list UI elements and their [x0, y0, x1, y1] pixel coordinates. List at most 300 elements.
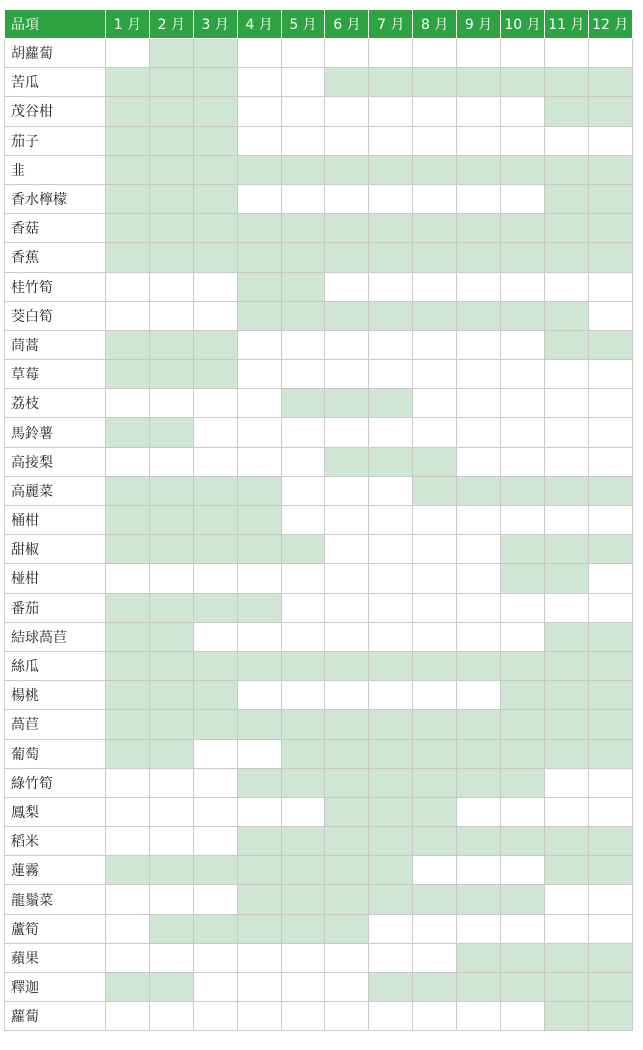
table-row	[5, 651, 633, 680]
season-cell-off	[369, 681, 413, 710]
season-cell-on	[325, 447, 369, 476]
season-cell-off	[149, 389, 193, 418]
season-cell-on	[149, 681, 193, 710]
season-cell-on	[588, 243, 632, 272]
season-cell-off	[325, 272, 369, 301]
season-cell-off	[325, 184, 369, 213]
season-cell-off	[413, 506, 457, 535]
season-cell-off	[149, 564, 193, 593]
table-row	[5, 564, 633, 593]
season-cell-on	[457, 739, 501, 768]
season-cell-off	[544, 418, 588, 447]
season-cell-on	[149, 68, 193, 97]
season-cell-off	[106, 768, 150, 797]
season-cell-off	[413, 97, 457, 126]
season-cell-off	[325, 1002, 369, 1031]
season-cell-on	[588, 535, 632, 564]
season-cell-off	[544, 360, 588, 389]
season-cell-on	[413, 885, 457, 914]
season-cell-on	[413, 651, 457, 680]
season-cell-on	[501, 535, 545, 564]
month-header: 6 月	[325, 10, 369, 39]
season-cell-on	[193, 126, 237, 155]
month-header: 5 月	[281, 10, 325, 39]
season-cell-off	[193, 418, 237, 447]
season-cell-on	[588, 155, 632, 184]
season-cell-on	[106, 418, 150, 447]
season-cell-on	[106, 622, 150, 651]
season-cell-off	[413, 272, 457, 301]
season-cell-on	[501, 885, 545, 914]
season-cell-off	[237, 447, 281, 476]
season-cell-off	[588, 272, 632, 301]
season-cell-on	[544, 214, 588, 243]
month-header: 4 月	[237, 10, 281, 39]
season-cell-off	[106, 943, 150, 972]
item-name-cell: 苦瓜	[5, 68, 106, 97]
table-row	[5, 126, 633, 155]
season-cell-off	[501, 389, 545, 418]
season-cell-on	[237, 155, 281, 184]
season-cell-on	[544, 535, 588, 564]
season-cell-on	[325, 768, 369, 797]
season-cell-on	[149, 622, 193, 651]
season-cell-off	[588, 360, 632, 389]
season-cell-off	[544, 768, 588, 797]
season-cell-off	[193, 943, 237, 972]
season-cell-on	[501, 68, 545, 97]
season-cell-off	[369, 914, 413, 943]
season-cell-off	[588, 418, 632, 447]
season-cell-off	[369, 593, 413, 622]
season-cell-on	[106, 68, 150, 97]
season-cell-on	[369, 68, 413, 97]
season-cell-off	[544, 797, 588, 826]
season-cell-on	[457, 827, 501, 856]
season-cell-on	[149, 184, 193, 213]
season-cell-off	[193, 768, 237, 797]
season-cell-on	[281, 914, 325, 943]
season-cell-on	[281, 885, 325, 914]
season-cell-on	[149, 155, 193, 184]
season-cell-on	[193, 710, 237, 739]
season-cell-off	[369, 418, 413, 447]
season-cell-on	[193, 914, 237, 943]
season-cell-on	[281, 243, 325, 272]
month-header: 7 月	[369, 10, 413, 39]
season-cell-on	[106, 973, 150, 1002]
season-cell-off	[281, 126, 325, 155]
season-cell-off	[588, 506, 632, 535]
season-cell-off	[457, 506, 501, 535]
season-cell-off	[457, 97, 501, 126]
season-cell-off	[369, 622, 413, 651]
season-cell-off	[106, 389, 150, 418]
item-name-cell: 高麗菜	[5, 476, 106, 505]
season-cell-on	[413, 155, 457, 184]
month-header: 11 月	[544, 10, 588, 39]
season-cell-off	[544, 126, 588, 155]
season-cell-on	[149, 97, 193, 126]
season-cell-off	[106, 1002, 150, 1031]
season-cell-off	[457, 535, 501, 564]
season-cell-off	[237, 1002, 281, 1031]
season-cell-off	[544, 39, 588, 68]
table-row	[5, 243, 633, 272]
season-cell-off	[237, 973, 281, 1002]
season-cell-on	[369, 797, 413, 826]
season-cell-off	[325, 564, 369, 593]
season-cell-on	[457, 68, 501, 97]
season-cell-on	[457, 973, 501, 1002]
season-cell-off	[369, 506, 413, 535]
season-cell-on	[237, 214, 281, 243]
item-name-cell: 蓮霧	[5, 856, 106, 885]
table-row	[5, 1002, 633, 1031]
season-cell-on	[106, 856, 150, 885]
season-cell-off	[281, 39, 325, 68]
item-name-cell: 草莓	[5, 360, 106, 389]
season-cell-off	[281, 97, 325, 126]
season-cell-off	[413, 914, 457, 943]
season-cell-off	[369, 1002, 413, 1031]
season-cell-off	[193, 797, 237, 826]
season-cell-on	[501, 214, 545, 243]
season-cell-on	[281, 155, 325, 184]
season-cell-on	[369, 214, 413, 243]
table-row	[5, 768, 633, 797]
season-cell-on	[544, 681, 588, 710]
season-cell-on	[106, 126, 150, 155]
season-cell-off	[149, 301, 193, 330]
season-cell-off	[413, 389, 457, 418]
season-cell-off	[281, 476, 325, 505]
season-cell-off	[588, 885, 632, 914]
season-cell-off	[149, 272, 193, 301]
season-cell-on	[501, 768, 545, 797]
season-cell-off	[588, 389, 632, 418]
season-cell-off	[281, 564, 325, 593]
season-cell-on	[544, 184, 588, 213]
season-cell-on	[457, 214, 501, 243]
season-cell-on	[325, 710, 369, 739]
month-header: 1 月	[106, 10, 150, 39]
season-cell-off	[457, 330, 501, 359]
season-cell-off	[588, 797, 632, 826]
season-cell-off	[237, 389, 281, 418]
season-cell-off	[106, 39, 150, 68]
season-cell-on	[149, 214, 193, 243]
item-name-cell: 馬鈴薯	[5, 418, 106, 447]
season-cell-off	[369, 97, 413, 126]
season-cell-on	[281, 272, 325, 301]
season-cell-on	[457, 243, 501, 272]
season-cell-on	[588, 214, 632, 243]
season-cell-on	[325, 739, 369, 768]
season-cell-off	[413, 360, 457, 389]
season-cell-on	[544, 973, 588, 1002]
item-name-cell: 高接梨	[5, 447, 106, 476]
season-cell-off	[149, 797, 193, 826]
month-header: 8 月	[413, 10, 457, 39]
season-cell-off	[544, 506, 588, 535]
season-cell-on	[501, 651, 545, 680]
season-cell-on	[457, 476, 501, 505]
season-cell-on	[281, 389, 325, 418]
season-cell-off	[106, 885, 150, 914]
season-cell-on	[501, 739, 545, 768]
table-row	[5, 155, 633, 184]
table-row	[5, 739, 633, 768]
season-cell-on	[369, 447, 413, 476]
season-cell-on	[544, 564, 588, 593]
season-cell-off	[457, 564, 501, 593]
season-cell-off	[544, 447, 588, 476]
season-cell-on	[193, 593, 237, 622]
season-cell-off	[325, 418, 369, 447]
item-name-cell: 釋迦	[5, 973, 106, 1002]
season-cell-on	[149, 651, 193, 680]
season-cell-on	[544, 827, 588, 856]
season-cell-off	[325, 973, 369, 1002]
season-cell-on	[193, 856, 237, 885]
season-cell-on	[149, 476, 193, 505]
season-cell-off	[457, 272, 501, 301]
season-cell-on	[369, 301, 413, 330]
season-cell-on	[325, 885, 369, 914]
season-cell-off	[325, 622, 369, 651]
season-cell-on	[193, 681, 237, 710]
table-row	[5, 506, 633, 535]
season-cell-off	[149, 885, 193, 914]
season-cell-on	[193, 184, 237, 213]
season-cell-off	[281, 593, 325, 622]
season-cell-on	[193, 39, 237, 68]
season-cell-off	[457, 184, 501, 213]
season-cell-off	[369, 943, 413, 972]
table-row	[5, 973, 633, 1002]
table-row	[5, 272, 633, 301]
season-cell-off	[501, 39, 545, 68]
item-name-cell: 茼蒿	[5, 330, 106, 359]
season-cell-off	[325, 506, 369, 535]
item-name-cell: 蘋果	[5, 943, 106, 972]
season-cell-on	[237, 506, 281, 535]
season-cell-off	[325, 126, 369, 155]
season-cell-off	[457, 797, 501, 826]
season-cell-off	[193, 739, 237, 768]
season-cell-off	[501, 184, 545, 213]
season-cell-on	[281, 214, 325, 243]
item-name-cell: 椪柑	[5, 564, 106, 593]
season-cell-on	[413, 739, 457, 768]
season-cell-on	[369, 651, 413, 680]
season-cell-on	[588, 330, 632, 359]
season-cell-off	[237, 943, 281, 972]
season-cell-on	[325, 797, 369, 826]
season-cell-on	[544, 856, 588, 885]
season-cell-on	[237, 651, 281, 680]
season-cell-on	[325, 914, 369, 943]
season-cell-on	[149, 710, 193, 739]
season-cell-on	[325, 68, 369, 97]
season-cell-off	[457, 39, 501, 68]
season-cell-on	[588, 1002, 632, 1031]
table-row	[5, 418, 633, 447]
item-name-cell: 蘆筍	[5, 914, 106, 943]
season-cell-on	[501, 943, 545, 972]
season-cell-off	[281, 506, 325, 535]
season-cell-off	[588, 126, 632, 155]
season-cell-on	[149, 739, 193, 768]
item-name-cell: 胡蘿蔔	[5, 39, 106, 68]
season-cell-off	[237, 681, 281, 710]
season-cell-on	[369, 710, 413, 739]
table-row	[5, 476, 633, 505]
season-cell-on	[281, 739, 325, 768]
season-cell-on	[237, 914, 281, 943]
season-cell-on	[588, 973, 632, 1002]
season-cell-off	[369, 476, 413, 505]
season-cell-on	[237, 476, 281, 505]
table-row	[5, 943, 633, 972]
item-name-cell: 茂谷柑	[5, 97, 106, 126]
season-cell-off	[237, 797, 281, 826]
table-row	[5, 68, 633, 97]
season-cell-off	[281, 447, 325, 476]
season-cell-on	[106, 155, 150, 184]
season-cell-off	[501, 447, 545, 476]
season-cell-on	[281, 856, 325, 885]
season-cell-on	[237, 272, 281, 301]
season-cell-off	[501, 418, 545, 447]
item-name-cell: 稻米	[5, 827, 106, 856]
item-name-cell: 鳳梨	[5, 797, 106, 826]
season-cell-on	[149, 418, 193, 447]
season-cell-on	[149, 360, 193, 389]
season-cell-on	[413, 68, 457, 97]
month-header: 12 月	[588, 10, 632, 39]
season-cell-on	[544, 943, 588, 972]
season-cell-off	[457, 914, 501, 943]
season-cell-on	[237, 301, 281, 330]
season-cell-on	[413, 301, 457, 330]
season-cell-off	[281, 622, 325, 651]
season-cell-off	[193, 272, 237, 301]
season-cell-on	[281, 827, 325, 856]
season-cell-off	[325, 97, 369, 126]
season-cell-off	[413, 856, 457, 885]
item-name-cell: 蘿蔔	[5, 1002, 106, 1031]
season-cell-on	[457, 651, 501, 680]
season-cell-on	[369, 856, 413, 885]
table-row	[5, 622, 633, 651]
season-cell-on	[588, 681, 632, 710]
season-cell-off	[588, 447, 632, 476]
season-cell-on	[149, 973, 193, 1002]
season-cell-on	[588, 97, 632, 126]
season-cell-on	[544, 1002, 588, 1031]
season-cell-off	[369, 535, 413, 564]
season-cell-off	[413, 126, 457, 155]
table-row	[5, 593, 633, 622]
table-row	[5, 535, 633, 564]
season-cell-on	[237, 827, 281, 856]
season-cell-off	[413, 39, 457, 68]
season-cell-on	[544, 651, 588, 680]
season-cell-on	[193, 651, 237, 680]
table-row	[5, 914, 633, 943]
item-name-cell: 結球萵苣	[5, 622, 106, 651]
season-cell-on	[544, 330, 588, 359]
season-cell-off	[501, 97, 545, 126]
season-cell-on	[106, 184, 150, 213]
season-cell-off	[106, 827, 150, 856]
season-cell-off	[149, 447, 193, 476]
season-cell-off	[501, 126, 545, 155]
season-cell-on	[106, 214, 150, 243]
season-cell-on	[106, 243, 150, 272]
season-cell-off	[501, 593, 545, 622]
season-cell-on	[413, 710, 457, 739]
season-cell-off	[149, 827, 193, 856]
season-cell-on	[106, 535, 150, 564]
table-row	[5, 184, 633, 213]
item-name-cell: 荔枝	[5, 389, 106, 418]
item-name-cell: 絲瓜	[5, 651, 106, 680]
season-cell-on	[106, 710, 150, 739]
season-cell-off	[413, 184, 457, 213]
season-cell-off	[106, 914, 150, 943]
season-cell-on	[544, 68, 588, 97]
season-cell-on	[369, 739, 413, 768]
season-cell-on	[237, 243, 281, 272]
season-cell-on	[281, 710, 325, 739]
season-cell-off	[457, 1002, 501, 1031]
table-row	[5, 827, 633, 856]
season-cell-on	[106, 330, 150, 359]
season-cell-on	[325, 214, 369, 243]
season-cell-off	[457, 389, 501, 418]
season-cell-on	[106, 476, 150, 505]
season-cell-off	[106, 797, 150, 826]
season-cell-off	[325, 535, 369, 564]
item-name-cell: 茭白筍	[5, 301, 106, 330]
season-cell-on	[369, 827, 413, 856]
season-cell-on	[237, 535, 281, 564]
season-cell-on	[501, 710, 545, 739]
season-cell-off	[237, 39, 281, 68]
season-cell-off	[413, 564, 457, 593]
season-cell-off	[281, 943, 325, 972]
month-header: 2 月	[149, 10, 193, 39]
season-cell-on	[369, 389, 413, 418]
season-cell-on	[281, 768, 325, 797]
season-cell-on	[149, 593, 193, 622]
season-cell-off	[193, 827, 237, 856]
season-cell-on	[325, 243, 369, 272]
season-cell-off	[457, 856, 501, 885]
season-cell-on	[149, 126, 193, 155]
table-row	[5, 856, 633, 885]
item-name-cell: 桶柑	[5, 506, 106, 535]
season-cell-on	[193, 506, 237, 535]
season-cell-off	[237, 360, 281, 389]
table-row	[5, 301, 633, 330]
season-cell-on	[281, 651, 325, 680]
season-cell-on	[501, 827, 545, 856]
season-cell-on	[149, 856, 193, 885]
